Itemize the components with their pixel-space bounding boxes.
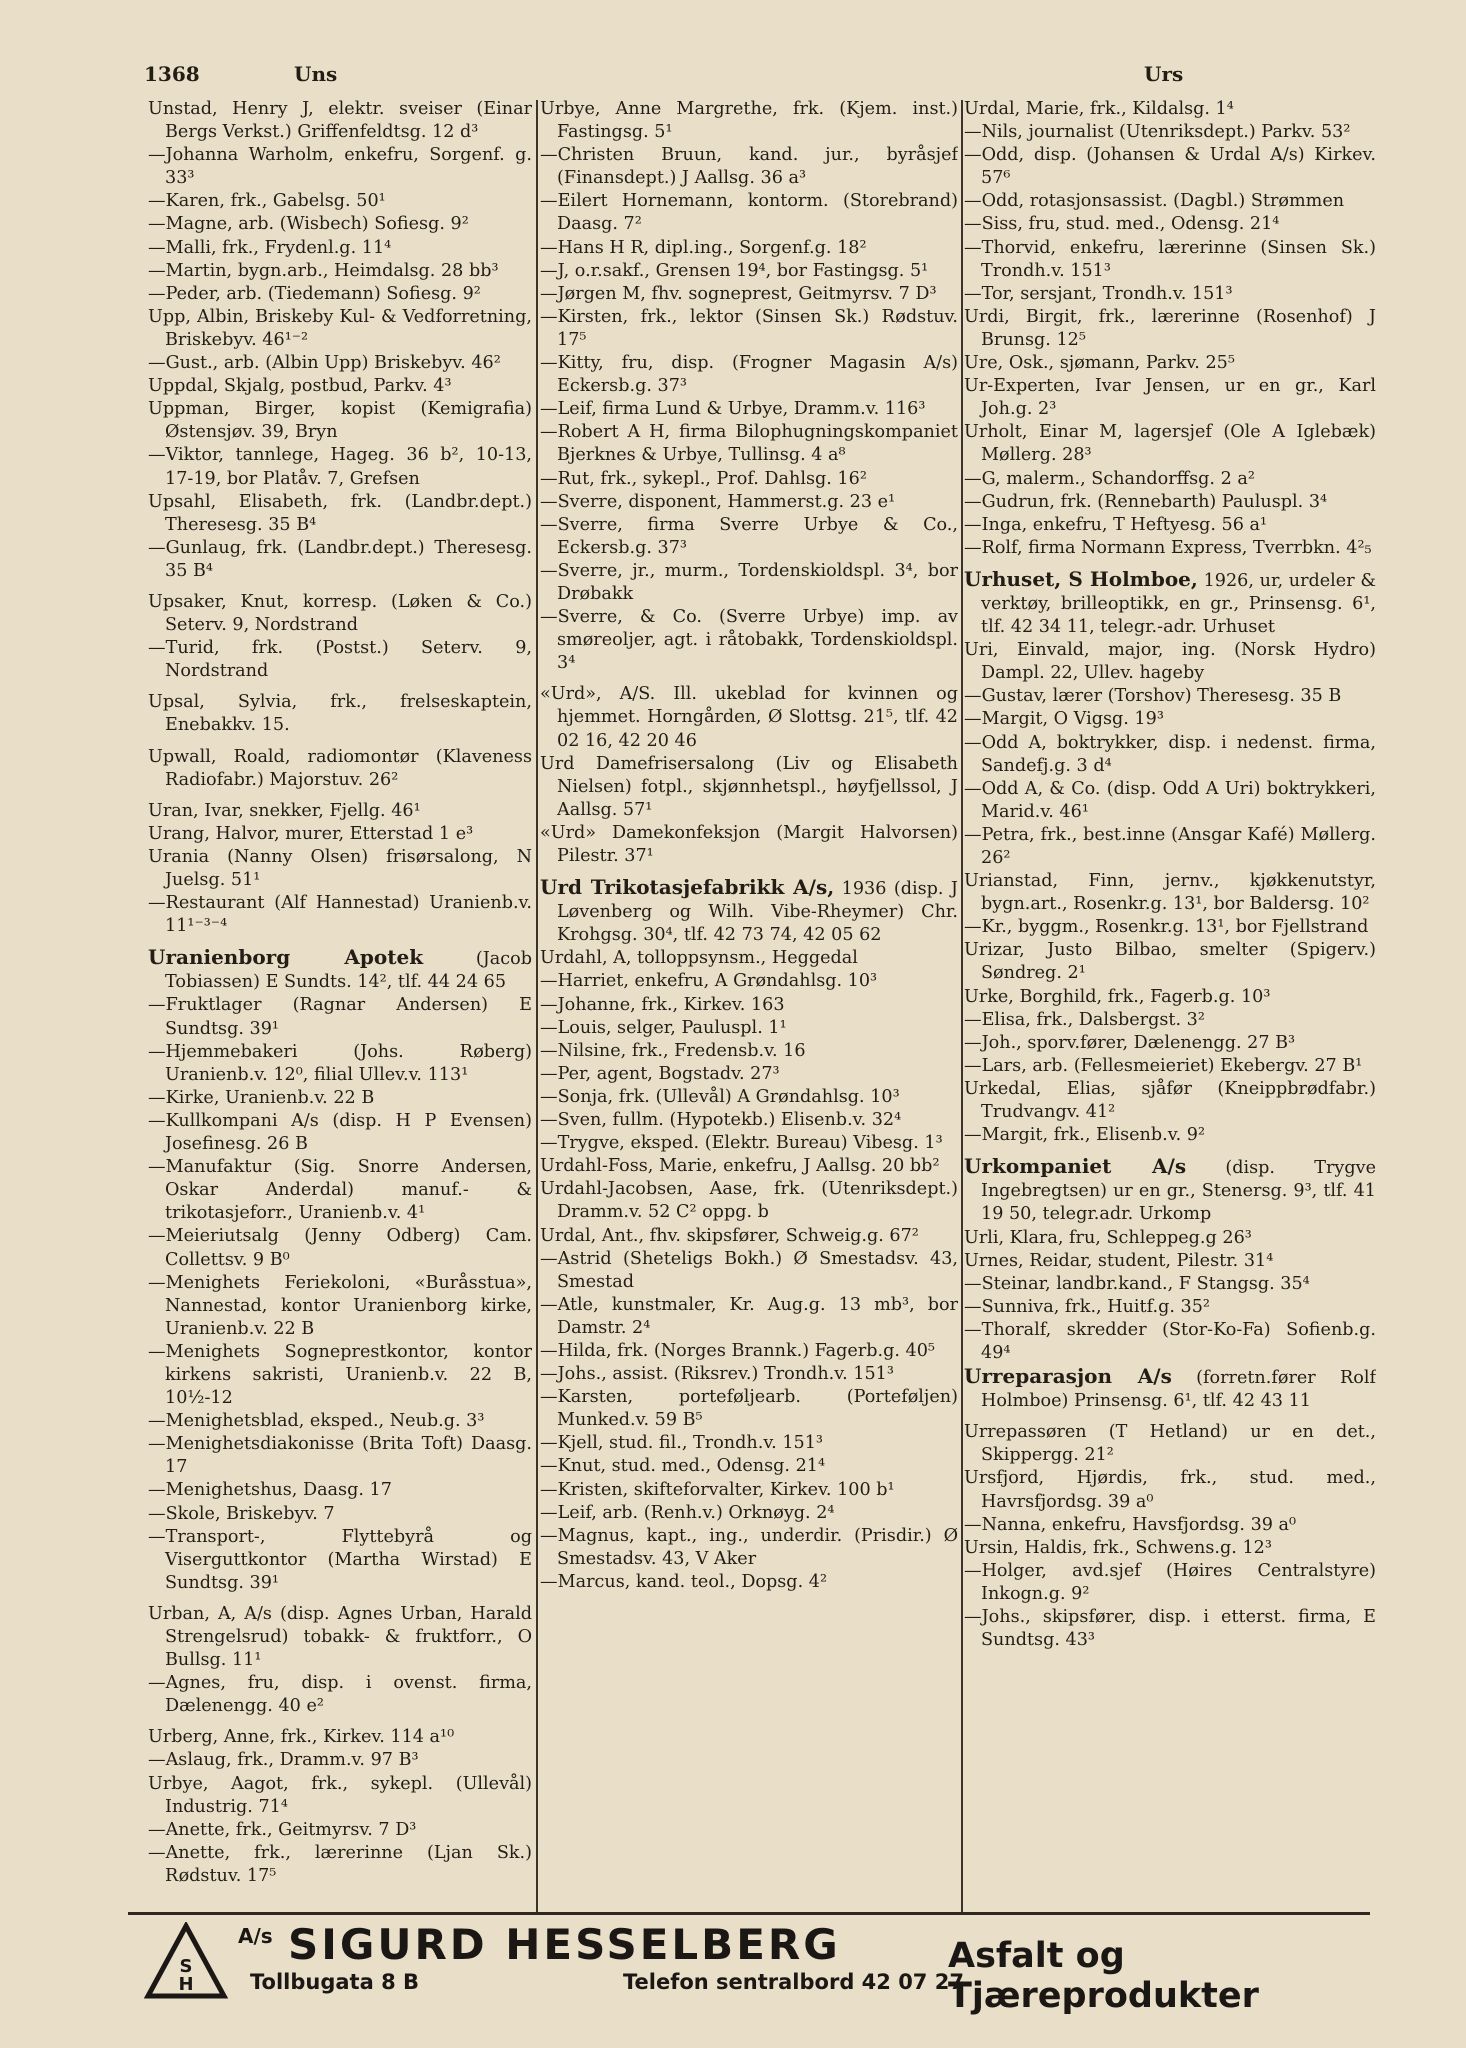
directory-entry: —Menighets Sogneprestkontor, kontor kirkens sakristi, Uranienb.v. 22 B, 10½-12: [148, 1341, 532, 1409]
directory-entry: —Magnus, kapt., ing., underdir. (Prisdir.) Ø Smestadsv. 43, V Aker: [540, 1525, 958, 1569]
directory-entry: —Petra, frk., best.inne (Ansgar Kafé) Møllerg. 26²: [964, 824, 1376, 868]
directory-entry: Uran, Ivar, snekker, Fjellg. 46¹: [148, 800, 421, 821]
directory-entry: —Karen, frk., Gabelsg. 50¹: [148, 191, 386, 212]
directory-entry: Urrepassøren (T Hetland) ur en det., Skippergg. 21²: [964, 1422, 1376, 1466]
entry-bold-name: Urhuset, S Holmboe,: [964, 566, 1198, 591]
directory-entry: —Rolf, firma Normann Express, Tverrbkn. 4²₅: [964, 537, 1372, 558]
directory-entry: Upwall, Roald, radiomontør (Klaveness Radiofabr.) Majorstuv. 26²: [148, 746, 532, 790]
directory-entry: —Odd, disp. (Johansen & Urdal A/s) Kirkev. 57⁶: [964, 145, 1376, 189]
directory-entry: Urdahl-Foss, Marie, enkefru, J Aallsg. 20 bb²: [540, 1156, 940, 1177]
directory-entry: —Robert A H, firma Bilophugningskompaniet Bjerknes & Urbye, Tullinsg. 4 a⁸: [540, 422, 958, 466]
directory-entry: —Nilsine, frk., Fredensb.v. 16: [540, 1040, 806, 1061]
entry-bold-name: Uranienborg Apotek: [148, 945, 424, 970]
directory-entry: Uppman, Birger, kopist (Kemigrafia) Østensjøv. 39, Bryn: [148, 399, 532, 443]
directory-entry: —Hans H R, dipl.ing., Sorgenf.g. 18²: [540, 237, 867, 258]
company-form: A/s: [238, 1924, 273, 1948]
directory-entry: —Peder, arb. (Tiedemann) Sofiesg. 9²: [148, 283, 481, 304]
directory-entry: —Menighetsdiakonisse (Brita Toft) Daasg. 17: [148, 1434, 532, 1478]
directory-entry: —Sunniva, frk., Huitf.g. 35²: [964, 1296, 1210, 1317]
directory-entry: Urholt, Einar M, lagersjef (Ole A Iglebæk) Møllerg. 28³: [964, 422, 1376, 466]
directory-entry: Urdahl-Jacobsen, Aase, frk. (Utenriksdept.) Dramm.v. 52 C² oppg. b: [540, 1179, 958, 1223]
directory-entry: Urdal, Ant., fhv. skipsfører, Schweig.g. 67²: [540, 1225, 919, 1246]
directory-entry: Ure, Osk., sjømann, Parkv. 25⁵: [964, 353, 1235, 374]
directory-entry: Urreparasjon A/s (forretn.fører Rolf Holmboe) Prinsensg. 6¹, tlf. 42 43 11: [964, 1364, 1376, 1412]
directory-entry: Urkedal, Elias, sjåfør (Kneippbrødfabr.) Trudvangv. 41²: [964, 1078, 1376, 1123]
directory-entry: —G, malerm., Schandorffsg. 2 a²: [964, 468, 1255, 489]
directory-entry: —Turid, frk. (Postst.) Seterv. 9, Nordstrand: [148, 638, 532, 682]
directory-entry: Urli, Klara, fru, Schleppeg.g 26³: [964, 1227, 1252, 1248]
advertisement: [128, 1920, 1370, 2016]
directory-entry: Urbye, Anne Margrethe, frk. (Kjem. inst.) Fastingsg. 5¹: [540, 99, 958, 143]
directory-entry: —Gust., arb. (Albin Upp) Briskebyv. 46²: [148, 353, 501, 374]
directory-entry: Urkompaniet A/s (disp. Trygve Ingebregtsen) ur en gr., Stenersg. 9³, tlf. 41 19 50, telegr.adr. Urkomp: [964, 1154, 1376, 1225]
directory-entry: Upsahl, Elisabeth, frk. (Landbr.dept.) Theresesg. 35 B⁴: [148, 491, 532, 535]
directory-entry: —Marcus, kand. teol., Dopsg. 4²: [540, 1571, 827, 1592]
column-2: [540, 98, 958, 1913]
directory-entry: —Tor, sersjant, Trondh.v. 151³: [964, 283, 1233, 304]
directory-entry: Uri, Einvald, major, ing. (Norsk Hydro) Dampl. 22, Ullev. hageby: [964, 640, 1376, 684]
directory-entry: —Fruktlager (Ragnar Andersen) E Sundtsg. 39¹: [148, 995, 532, 1039]
directory-entry: Urban, A, A/s (disp. Agnes Urban, Harald Strengelsrud) tobakk- & fruktforr., O Bullsg. 11¹: [148, 1603, 532, 1671]
directory-entry: —Eilert Hornemann, kontorm. (Storebrand) Daasg. 7²: [540, 191, 958, 235]
company-name: SIGURD HESSELBERG: [288, 1920, 841, 1969]
directory-entry: Urdahl, A, tolloppsynsm., Heggedal: [540, 948, 858, 969]
svg-text:S: S: [179, 1956, 193, 1977]
directory-entry: —Viktor, tannlege, Hageg. 36 b², 10-13, 17-19, bor Platåv. 7, Grefsen: [148, 445, 532, 489]
directory-entry: Urania (Nanny Olsen) frisørsalong, N Juelsg. 51¹: [148, 846, 532, 890]
svg-text:H: H: [178, 1974, 194, 1995]
keyword-left: Uns: [294, 62, 338, 86]
directory-entry: Urdi, Birgit, frk., lærerinne (Rosenhof) J Brunsg. 12⁵: [964, 306, 1376, 350]
directory-entry: —Atle, kunstmaler, Kr. Aug.g. 13 mb³, bor Damstr. 2⁴: [540, 1294, 958, 1338]
directory-entry: «Urd» Damekonfeksjon (Margit Halvorsen) Pilestr. 37¹: [540, 822, 958, 866]
directory-entry: —Leif, arb. (Renh.v.) Orknøyg. 2⁴: [540, 1502, 835, 1523]
directory-entry: Urd Damefrisersalong (Liv og Elisabeth Nielsen) fotpl., skjønnhetspl., høyfjellssol, J Aallsg. 57¹: [540, 753, 958, 820]
directory-entry: Urbye, Aagot, frk., sykepl. (Ullevål) Industrig. 71⁴: [148, 1773, 532, 1817]
column-3: [964, 98, 1376, 1913]
directory-entry: —Karsten, porteføljearb. (Porteføljen) Munked.v. 59 B⁵: [540, 1387, 958, 1431]
directory-entry: Urnes, Reidar, student, Pilestr. 31⁴: [964, 1250, 1274, 1271]
page-number: 1368: [144, 62, 200, 86]
directory-entry: —Magne, arb. (Wisbech) Sofiesg. 9²: [148, 214, 469, 235]
directory-entry: —Thorvid, enkefru, lærerinne (Sinsen Sk.) Trondh.v. 151³: [964, 237, 1376, 281]
directory-entry: —Kullkompani A/s (disp. H P Evensen) Josefinesg. 26 B: [148, 1110, 532, 1155]
directory-entry: —Jørgen M, fhv. sogneprest, Geitmyrsv. 7 D³: [540, 283, 937, 304]
company-slogan: Asfalt og Tjæreprodukter: [948, 1936, 1259, 2016]
column-1: [148, 98, 532, 1913]
directory-entry: —Anette, frk., lærerinne (Ljan Sk.) Rødstuv. 17⁵: [148, 1842, 532, 1886]
directory-entry: —Sverre, disponent, Hammerst.g. 23 e¹: [540, 491, 896, 512]
directory-entry: —Aslaug, frk., Dramm.v. 97 B³: [148, 1750, 419, 1771]
directory-entry: Urberg, Anne, frk., Kirkev. 114 a¹⁰: [148, 1727, 455, 1748]
company-phone: Telefon sentralbord 42 07 27: [623, 1970, 964, 1994]
directory-entry: —J, o.r.sakf., Grensen 19⁴, bor Fastingsg. 5¹: [540, 260, 929, 281]
directory-entry: Unstad, Henry J, elektr. sveiser (Einar Bergs Verkst.) Griffenfeldtsg. 12 d³: [148, 99, 532, 143]
directory-entry: —Meieriutsalg (Jenny Odberg) Cam. Collettsv. 9 B⁰: [148, 1226, 532, 1270]
directory-entry: —Odd, rotasjonsassist. (Dagbl.) Strømmen: [964, 191, 1345, 212]
directory-entry: —Harriet, enkefru, A Grøndahlsg. 10³: [540, 971, 878, 992]
entry-bold-name: Urreparasjon A/s: [964, 1364, 1172, 1389]
directory-entry: —Sverre, jr., murm., Tordenskioldspl. 3⁴, bor Drøbakk: [540, 560, 958, 604]
directory-entry: —Kitty, fru, disp. (Frogner Magasin A/s) Eckersb.g. 37³: [540, 353, 958, 397]
directory-entry: Urizar, Justo Bilbao, smelter (Spigerv.) Søndreg. 2¹: [964, 940, 1376, 984]
directory-entry: —Kjell, stud. fil., Trondh.v. 151³: [540, 1433, 823, 1454]
directory-entry: —Kristen, skifteforvalter, Kirkev. 100 b¹: [540, 1479, 895, 1500]
directory-entry: —Sven, fullm. (Hypotekb.) Elisenb.v. 32⁴: [540, 1110, 902, 1131]
directory-entry: —Hilda, frk. (Norges Brannk.) Fagerb.g. 40⁵: [540, 1340, 935, 1361]
directory-entry: —Lars, arb. (Fellesmeieriet) Ekebergv. 27 B¹: [964, 1055, 1363, 1076]
directory-entry: —Anette, frk., Geitmyrsv. 7 D³: [148, 1819, 417, 1840]
directory-entry: Upp, Albin, Briskeby Kul- & Vedforretning, Briskebyv. 46¹⁻²: [148, 306, 532, 350]
directory-entry: —Holger, avd.sjef (Høires Centralstyre) Inkogn.g. 9²: [964, 1560, 1376, 1604]
directory-entry: —Inga, enkefru, T Heftyesg. 56 a¹: [964, 514, 1268, 535]
directory-entry: —Transport-, Flyttebyrå og Viserguttkontor (Martha Wirstad) E Sundtsg. 39¹: [148, 1526, 532, 1593]
column-divider: [536, 100, 538, 1912]
directory-entry: Ursfjord, Hjørdis, frk., stud. med., Havrsfjordsg. 39 a⁰: [964, 1468, 1376, 1512]
directory-entry: —Johanne, frk., Kirkev. 163: [540, 994, 785, 1015]
directory-entry: —Menighets Feriekoloni, «Buråsstua», Nannestad, kontor Uranienborg kirke, Uranienb.v. 22 B: [148, 1272, 532, 1339]
directory-entry: —Nanna, enkefru, Havsfjordsg. 39 a⁰: [964, 1514, 1297, 1535]
directory-entry: —Menighetsblad, eksped., Neub.g. 3³: [148, 1411, 485, 1432]
directory-entry: Uranienborg Apotek (Jacob Tobiassen) E Sundts. 14², tlf. 44 24 65: [148, 945, 532, 993]
directory-entry: —Manufaktur (Sig. Snorre Andersen, Oskar Anderdal) manuf.- & trikotasjeforr., Uranienb.v. 4¹: [148, 1157, 532, 1224]
directory-entry: —Sverre, & Co. (Sverre Urbye) imp. av smøreoljer, agt. i råtobakk, Tordenskioldspl. 3⁴: [540, 607, 958, 674]
directory-entry: —Astrid (Sheteligs Bokh.) Ø Smestadsv. 43, Smestad: [540, 1248, 958, 1292]
directory-entry: —Kirke, Uranienb.v. 22 B: [148, 1087, 375, 1108]
directory-entry: —Leif, firma Lund & Urbye, Dramm.v. 116³: [540, 399, 926, 420]
directory-entry: —Johanna Warholm, enkefru, Sorgenf. g. 33³: [148, 145, 532, 189]
directory-entry: —Rut, frk., sykepl., Prof. Dahlsg. 16²: [540, 468, 867, 489]
directory-entry: —Knut, stud. med., Odensg. 21⁴: [540, 1456, 826, 1477]
directory-entry: Ur-Experten, Ivar Jensen, ur en gr., Karl Joh.g. 2³: [964, 376, 1376, 420]
keyword-right: Urs: [1144, 62, 1184, 86]
directory-entry: —Elisa, frk., Dalsbergst. 3²: [964, 1009, 1205, 1030]
directory-entry: —Skole, Briskebyv. 7: [148, 1503, 335, 1524]
directory-entry: Urd Trikotasjefabrikk A/s, 1936 (disp. J Løvenberg og Wilh. Vibe-Rheymer) Chr. Krohgsg. 30⁴, tlf. 42 73 74, 42 05 62: [540, 875, 958, 946]
directory-entry: —Restaurant (Alf Hannestad) Uranienb.v. 11¹⁻³⁻⁴: [148, 893, 532, 937]
directory-entry: —Hjemmebakeri (Johs. Røberg) Uranienb.v. 12⁰, filial Ullev.v. 113¹: [148, 1041, 532, 1085]
directory-entry: —Gudrun, frk. (Rennebarth) Pauluspl. 3⁴: [964, 491, 1328, 512]
directory-entry: —Odd A, & Co. (disp. Odd A Uri) boktrykkeri, Marid.v. 46¹: [964, 778, 1376, 822]
directory-entry: —Nils, journalist (Utenriksdept.) Parkv. 53²: [964, 122, 1351, 143]
directory-entry: Urdal, Marie, frk., Kildalsg. 1⁴: [964, 99, 1234, 119]
directory-entry: —Agnes, fru, disp. i ovenst. firma, Dælenengg. 40 e²: [148, 1673, 532, 1717]
directory-entry: —Gustav, lærer (Torshov) Theresesg. 35 B: [964, 686, 1342, 707]
directory-entry: —Joh., sporv.fører, Dælenengg. 27 B³: [964, 1032, 1296, 1053]
directory-entry: Ursin, Haldis, frk., Schwens.g. 12³: [964, 1537, 1272, 1558]
directory-entry: Upsal, Sylvia, frk., frelseskaptein, Enebakkv. 15.: [148, 692, 532, 736]
directory-entry: —Kr., byggm., Rosenkr.g. 13¹, bor Fjellstrand: [964, 917, 1369, 938]
directory-entry: —Gunlaug, frk. (Landbr.dept.) Theresesg. 35 B⁴: [148, 537, 532, 581]
directory-entry: —Odd A, boktrykker, disp. i nedenst. firma, Sandefj.g. 3 d⁴: [964, 732, 1376, 776]
directory-entry: —Per, agent, Bogstadv. 27³: [540, 1063, 780, 1084]
directory-entry: Urke, Borghild, frk., Fagerb.g. 10³: [964, 986, 1271, 1007]
directory-entry: —Thoralf, skredder (Stor-Ko-Fa) Sofienb.g. 49⁴: [964, 1319, 1376, 1363]
directory-entry: Urhuset, S Holmboe, 1926, ur, urdeler & verktøy, brilleoptikk, en gr., Prinsensg. 6¹, tlf. 42 34 11, telegr.-adr. Urhuset: [964, 566, 1376, 638]
directory-entry: —Johs., assist. (Riksrev.) Trondh.v. 151³: [540, 1364, 894, 1385]
column-divider: [961, 100, 963, 1912]
directory-entry: —Menighetshus, Daasg. 17: [148, 1480, 392, 1501]
directory-entry: —Sverre, firma Sverre Urbye & Co., Eckersb.g. 37³: [540, 514, 958, 558]
directory-entry: «Urd», A/S. Ill. ukeblad for kvinnen og hjemmet. Horngården, Ø Slottsg. 21⁵, tlf. 42 02 16, 42 20 46: [540, 684, 958, 751]
directory-entry: —Louis, selger, Pauluspl. 1¹: [540, 1017, 787, 1038]
directory-entry: Urang, Halvor, murer, Etterstad 1 e³: [148, 823, 474, 844]
directory-entry: —Kirsten, frk., lektor (Sinsen Sk.) Rødstuv. 17⁵: [540, 306, 958, 350]
directory-entry: —Siss, fru, stud. med., Odensg. 21⁴: [964, 214, 1280, 235]
company-address: Tollbugata 8 B: [250, 1970, 419, 1994]
triangle-logo-icon: [144, 1922, 228, 2000]
directory-entry: —Steinar, landbr.kand., F Stangsg. 35⁴: [964, 1273, 1310, 1294]
directory-entry: —Sonja, frk. (Ullevål) A Grøndahlsg. 10³: [540, 1086, 900, 1107]
directory-entry: —Trygve, eksped. (Elektr. Bureau) Vibesg. 1³: [540, 1133, 943, 1154]
entry-bold-name: Urd Trikotasjefabrikk A/s,: [540, 875, 835, 900]
advertisement-divider: [128, 1912, 1370, 1915]
directory-entry: Upsaker, Knut, korresp. (Løken & Co.) Seterv. 9, Nordstrand: [148, 591, 532, 636]
directory-entry: —Margit, frk., Elisenb.v. 9²: [964, 1125, 1206, 1146]
directory-entry: —Martin, bygn.arb., Heimdalsg. 28 bb³: [148, 260, 499, 281]
directory-entry: —Malli, frk., Frydenl.g. 11⁴: [148, 237, 392, 258]
directory-entry: Urianstad, Finn, jernv., kjøkkenutstyr, bygn.art., Rosenkr.g. 13¹, bor Baldersg. 10²: [964, 871, 1376, 915]
directory-entry: —Christen Bruun, kand. jur., byråsjef (Finansdept.) J Aallsg. 36 a³: [540, 145, 958, 189]
directory-entry: Uppdal, Skjalg, postbud, Parkv. 4³: [148, 376, 452, 397]
page-header: [144, 62, 1370, 92]
directory-entry: —Johs., skipsfører, disp. i etterst. firma, E Sundtsg. 43³: [964, 1607, 1376, 1651]
entry-bold-name: Urkompaniet A/s: [964, 1154, 1187, 1179]
directory-entry: —Margit, O Vigsg. 19³: [964, 709, 1164, 730]
